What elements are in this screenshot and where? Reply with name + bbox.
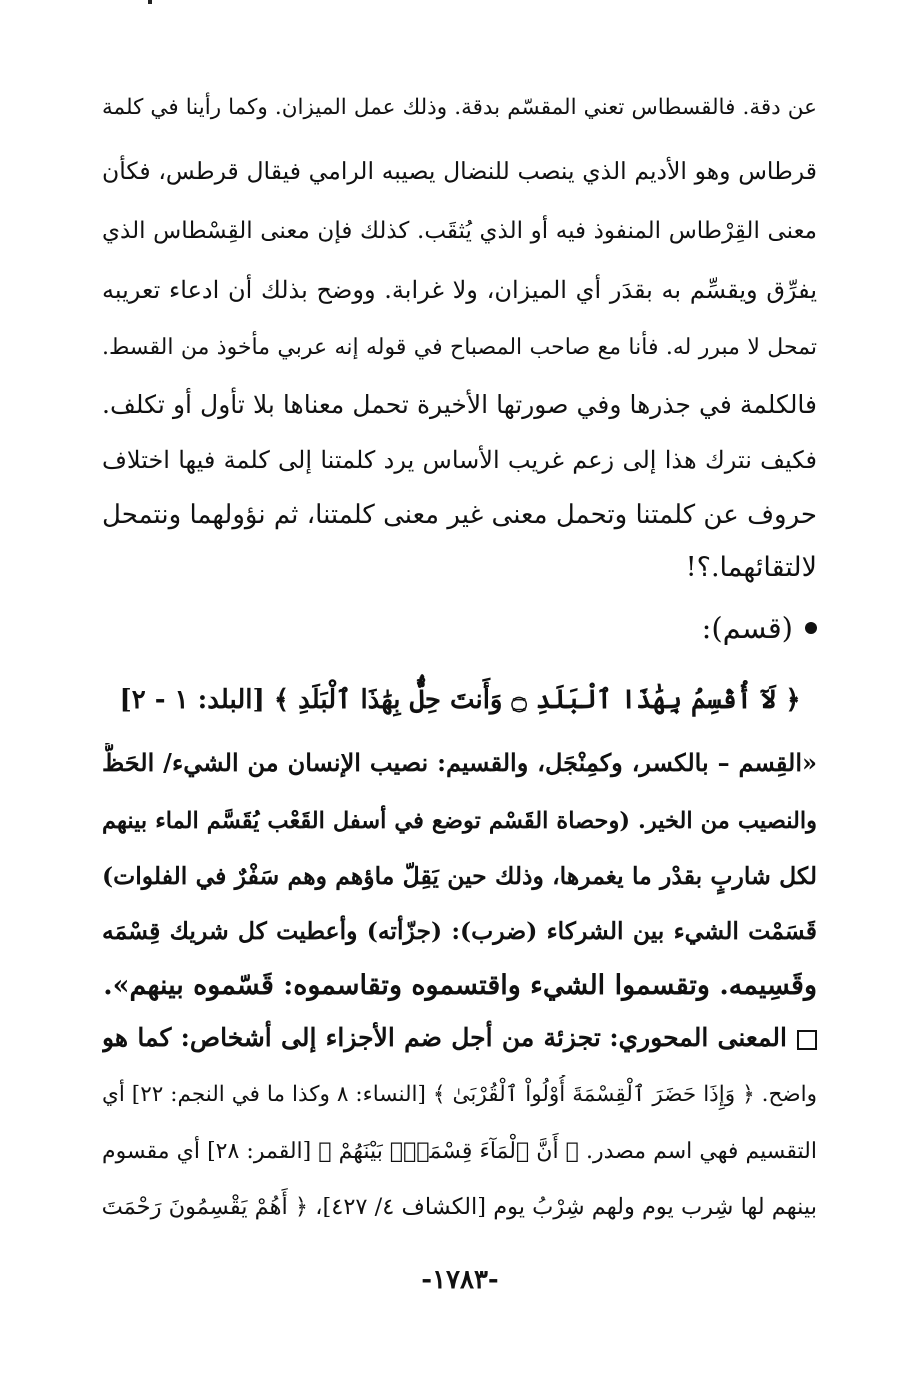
definition-line: والنصيب من الخير. (وحصاة القَسْم توضع في أسفل القَعْب يُقَسَّم الماء بينهم bbox=[102, 808, 817, 834]
page-number: -١٧٨٣- bbox=[421, 1265, 499, 1295]
heading-text: (قسم): bbox=[701, 611, 793, 645]
axial-definition: تجزئة من أجل ضم الأجزاء إلى أشخاص: كما هو bbox=[102, 1023, 601, 1052]
definition-line: قَسَمْت الشيء بين الشركاء (ضرب): (جزّأته) وأعطيت كل شريك قِسْمَه bbox=[102, 917, 817, 945]
paragraph-line: تمحل لا مبرر له. فأنا مع صاحب المصباح في قوله إنه عربي مأخوذ من القسط. bbox=[102, 335, 817, 360]
square-box-icon bbox=[797, 1030, 817, 1050]
axial-line: بينهم لها شِرب يوم ولهم شِرْبُ يوم [الكشاف ٤/ ٤٢٧]، ﴿ أَهُمْ يَقْسِمُونَ رَحْمَتَ bbox=[102, 1194, 817, 1220]
axial-meaning-line bbox=[102, 1018, 817, 1058]
quran-verse: ﴿ لَآ أُقْسِمُ بِهَٰذَا ٱلْبَلَدِ ۝ وَأَنتَ حِلٌّۢ بِهَٰذَا ٱلْبَلَدِ ﴾ [البلد: ١ - ٢] bbox=[119, 685, 801, 715]
paragraph-line: حروف عن كلمتنا وتحمل معنى غير معنى كلمتنا، ثم نؤولهما ونتمحل bbox=[102, 500, 817, 530]
axial-line: واضح. ﴿ وَإِذَا حَضَرَ ٱلْقِسْمَةَ أُوْلُواْ ٱلْقُرْبَىٰ ﴾ [النساء: ٨ وكذا ما في النجم: ٢٢] أي bbox=[102, 1082, 817, 1107]
paragraph-line: قرطاس وهو الأديم الذي ينصب للنضال يصيبه الرامي فيقال قرطس، فكأن bbox=[102, 157, 817, 185]
definition-line: وقَسِيمه. وتقسموا الشيء واقتسموه وتقاسموه: قَسّموه بينهم». bbox=[103, 970, 817, 1001]
paragraph-line: فكيف نترك هذا إلى زعم غريب الأساس يرد كلمتنا إلى كلمة فيها اختلاف bbox=[102, 446, 817, 474]
paragraph-line: عن دقة. فالقسطاس تعني المقسّم بدقة. وذلك عمل الميزان. وكما رأينا في كلمة bbox=[102, 95, 817, 120]
paragraph-line: يفرِّق ويقسِّم به بقدَر أي الميزان، ولا غرابة. ووضح بذلك أن ادعاء تعريبه bbox=[102, 276, 817, 304]
axial-line: التقسيم فهي اسم مصدر. ﴿ أَنَّ ٱلْمَآءَ قِسْمَةٌۢ بَيْنَهُمْ ﴾ [القمر: ٢٨] أي مقسوم bbox=[102, 1139, 817, 1164]
paragraph-line: لالتقائهما.؟! bbox=[685, 552, 817, 583]
definition-line: لكل شاربٍ بقدْر ما يغمرها، وذلك حين يَقِلّ ماؤهم وهم سَفْرٌ في الفلوات) bbox=[102, 862, 817, 890]
bullet-icon bbox=[805, 622, 817, 634]
paragraph-line: معنى القِرْطاس المنفوذ فيه أو الذي يُثقَب. كذلك فإن معنى القِسْطاس الذي bbox=[102, 218, 817, 244]
section-heading bbox=[702, 606, 817, 650]
definition-line: «القِسم – بالكسر، وكمِنْجَل، والقسيم: نصيب الإنسان من الشيء/ الحَظُّ bbox=[102, 748, 817, 777]
scan-mark bbox=[148, 0, 152, 4]
axial-label: المعنى المحوري: bbox=[609, 1023, 787, 1052]
paragraph-line: فالكلمة في جذرها وفي صورتها الأخيرة تحمل معناها بلا تأول أو تكلف. bbox=[102, 390, 817, 419]
